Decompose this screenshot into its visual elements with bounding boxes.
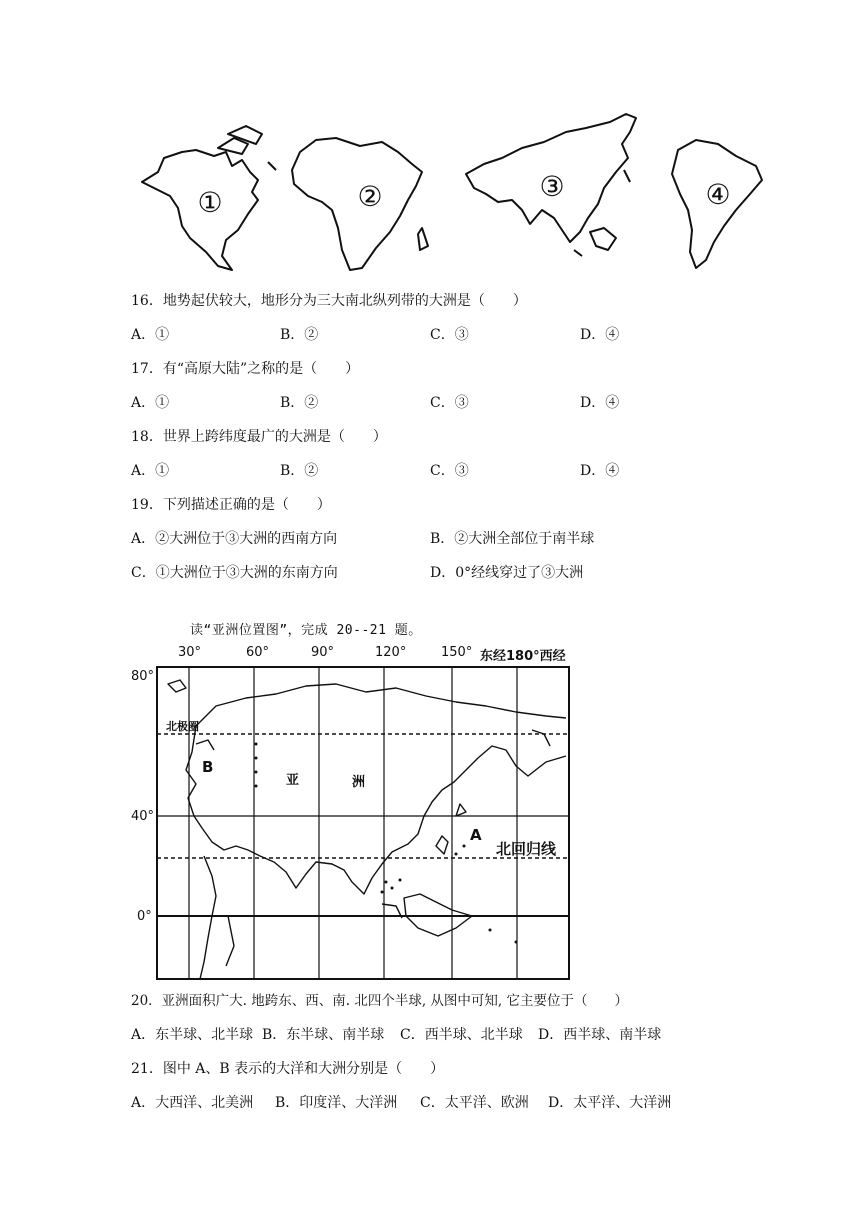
q18-option-b: B．② (280, 463, 319, 479)
question-20-text: 20．亚洲面积广大. 地跨东、西、南. 北四个半球, 从图中可知, 它主要位于（ ） (131, 993, 629, 1009)
tropic-of-cancer-label: 北回归线 (496, 840, 557, 858)
q17-option-d: D．④ (580, 395, 620, 411)
q17-option-a: A．① (131, 395, 170, 411)
continent-label-2: ② (357, 180, 383, 213)
question-18-text: 18．世界上跨纬度最广的大洲是（ ） (131, 429, 387, 445)
lon-tick-60: 60° (246, 645, 270, 660)
q19-option-a: A．②大洲位于③大洲的西南方向 (131, 531, 338, 547)
lon-tick-120: 120° (375, 645, 407, 660)
q21-option-c: C．太平洋、欧洲 (420, 1095, 529, 1111)
q16-option-a: A．① (131, 327, 170, 343)
question-19-text: 19．下列描述正确的是（ ） (131, 497, 331, 513)
lat-tick-80: 80° (131, 669, 155, 684)
asia-label-2: 洲 (352, 775, 366, 790)
continent-label-4: ④ (705, 178, 731, 211)
q18-option-a: A．① (131, 463, 170, 479)
arctic-circle-label: 北极圈 (166, 720, 199, 733)
q16-option-d: D．④ (580, 327, 620, 343)
q17-option-c: C．③ (430, 395, 469, 411)
q16-option-b: B．② (280, 327, 319, 343)
q19-option-d: D．0°经线穿过了③大洲 (430, 565, 584, 581)
lon-tick-30: 30° (178, 645, 202, 660)
continent-label-1: ① (197, 186, 223, 219)
q20-option-c: C．西半球、北半球 (400, 1027, 523, 1043)
q21-option-d: D．太平洋、大洋洲 (548, 1095, 672, 1111)
lon-tick-150: 150° (441, 645, 473, 660)
lon-tick-180: 东经180°西经 (480, 649, 566, 664)
continent-outlines-figure (130, 100, 770, 280)
lat-tick-40: 40° (131, 809, 155, 824)
q20-option-b: B．东半球、南半球 (262, 1027, 385, 1043)
map-label-b: B (202, 758, 214, 776)
map-intro-text: 读“亚洲位置图”，完成 20--21 题。 (190, 623, 422, 638)
map-label-a: A (470, 826, 482, 844)
q21-option-a: A．大西洋、北美洲 (131, 1095, 254, 1111)
question-16-text: 16．地势起伏较大，地形分为三大南北纵列带的大洲是（ ） (131, 293, 527, 309)
question-17-text: 17．有“高原大陆”之称的是（ ） (131, 361, 360, 377)
q20-option-d: D．西半球、南半球 (538, 1027, 662, 1043)
asia-label-1: 亚 (286, 773, 300, 788)
q21-option-b: B．印度洋、大洋洲 (275, 1095, 398, 1111)
q17-option-b: B．② (280, 395, 319, 411)
q20-option-a: A．东半球、北半球 (131, 1027, 254, 1043)
q16-option-c: C．③ (430, 327, 469, 343)
continent-label-3: ③ (539, 170, 565, 203)
q18-option-c: C．③ (430, 463, 469, 479)
q19-option-c: C．①大洲位于③大洲的东南方向 (131, 565, 338, 581)
q18-option-d: D．④ (580, 463, 620, 479)
lon-tick-90: 90° (311, 645, 335, 660)
asia-location-map (156, 666, 570, 980)
lat-tick-0: 0° (137, 909, 152, 924)
q19-option-b: B．②大洲全部位于南半球 (430, 531, 595, 547)
question-21-text: 21．图中 A、B 表示的大洋和大洲分别是（ ） (131, 1061, 445, 1077)
